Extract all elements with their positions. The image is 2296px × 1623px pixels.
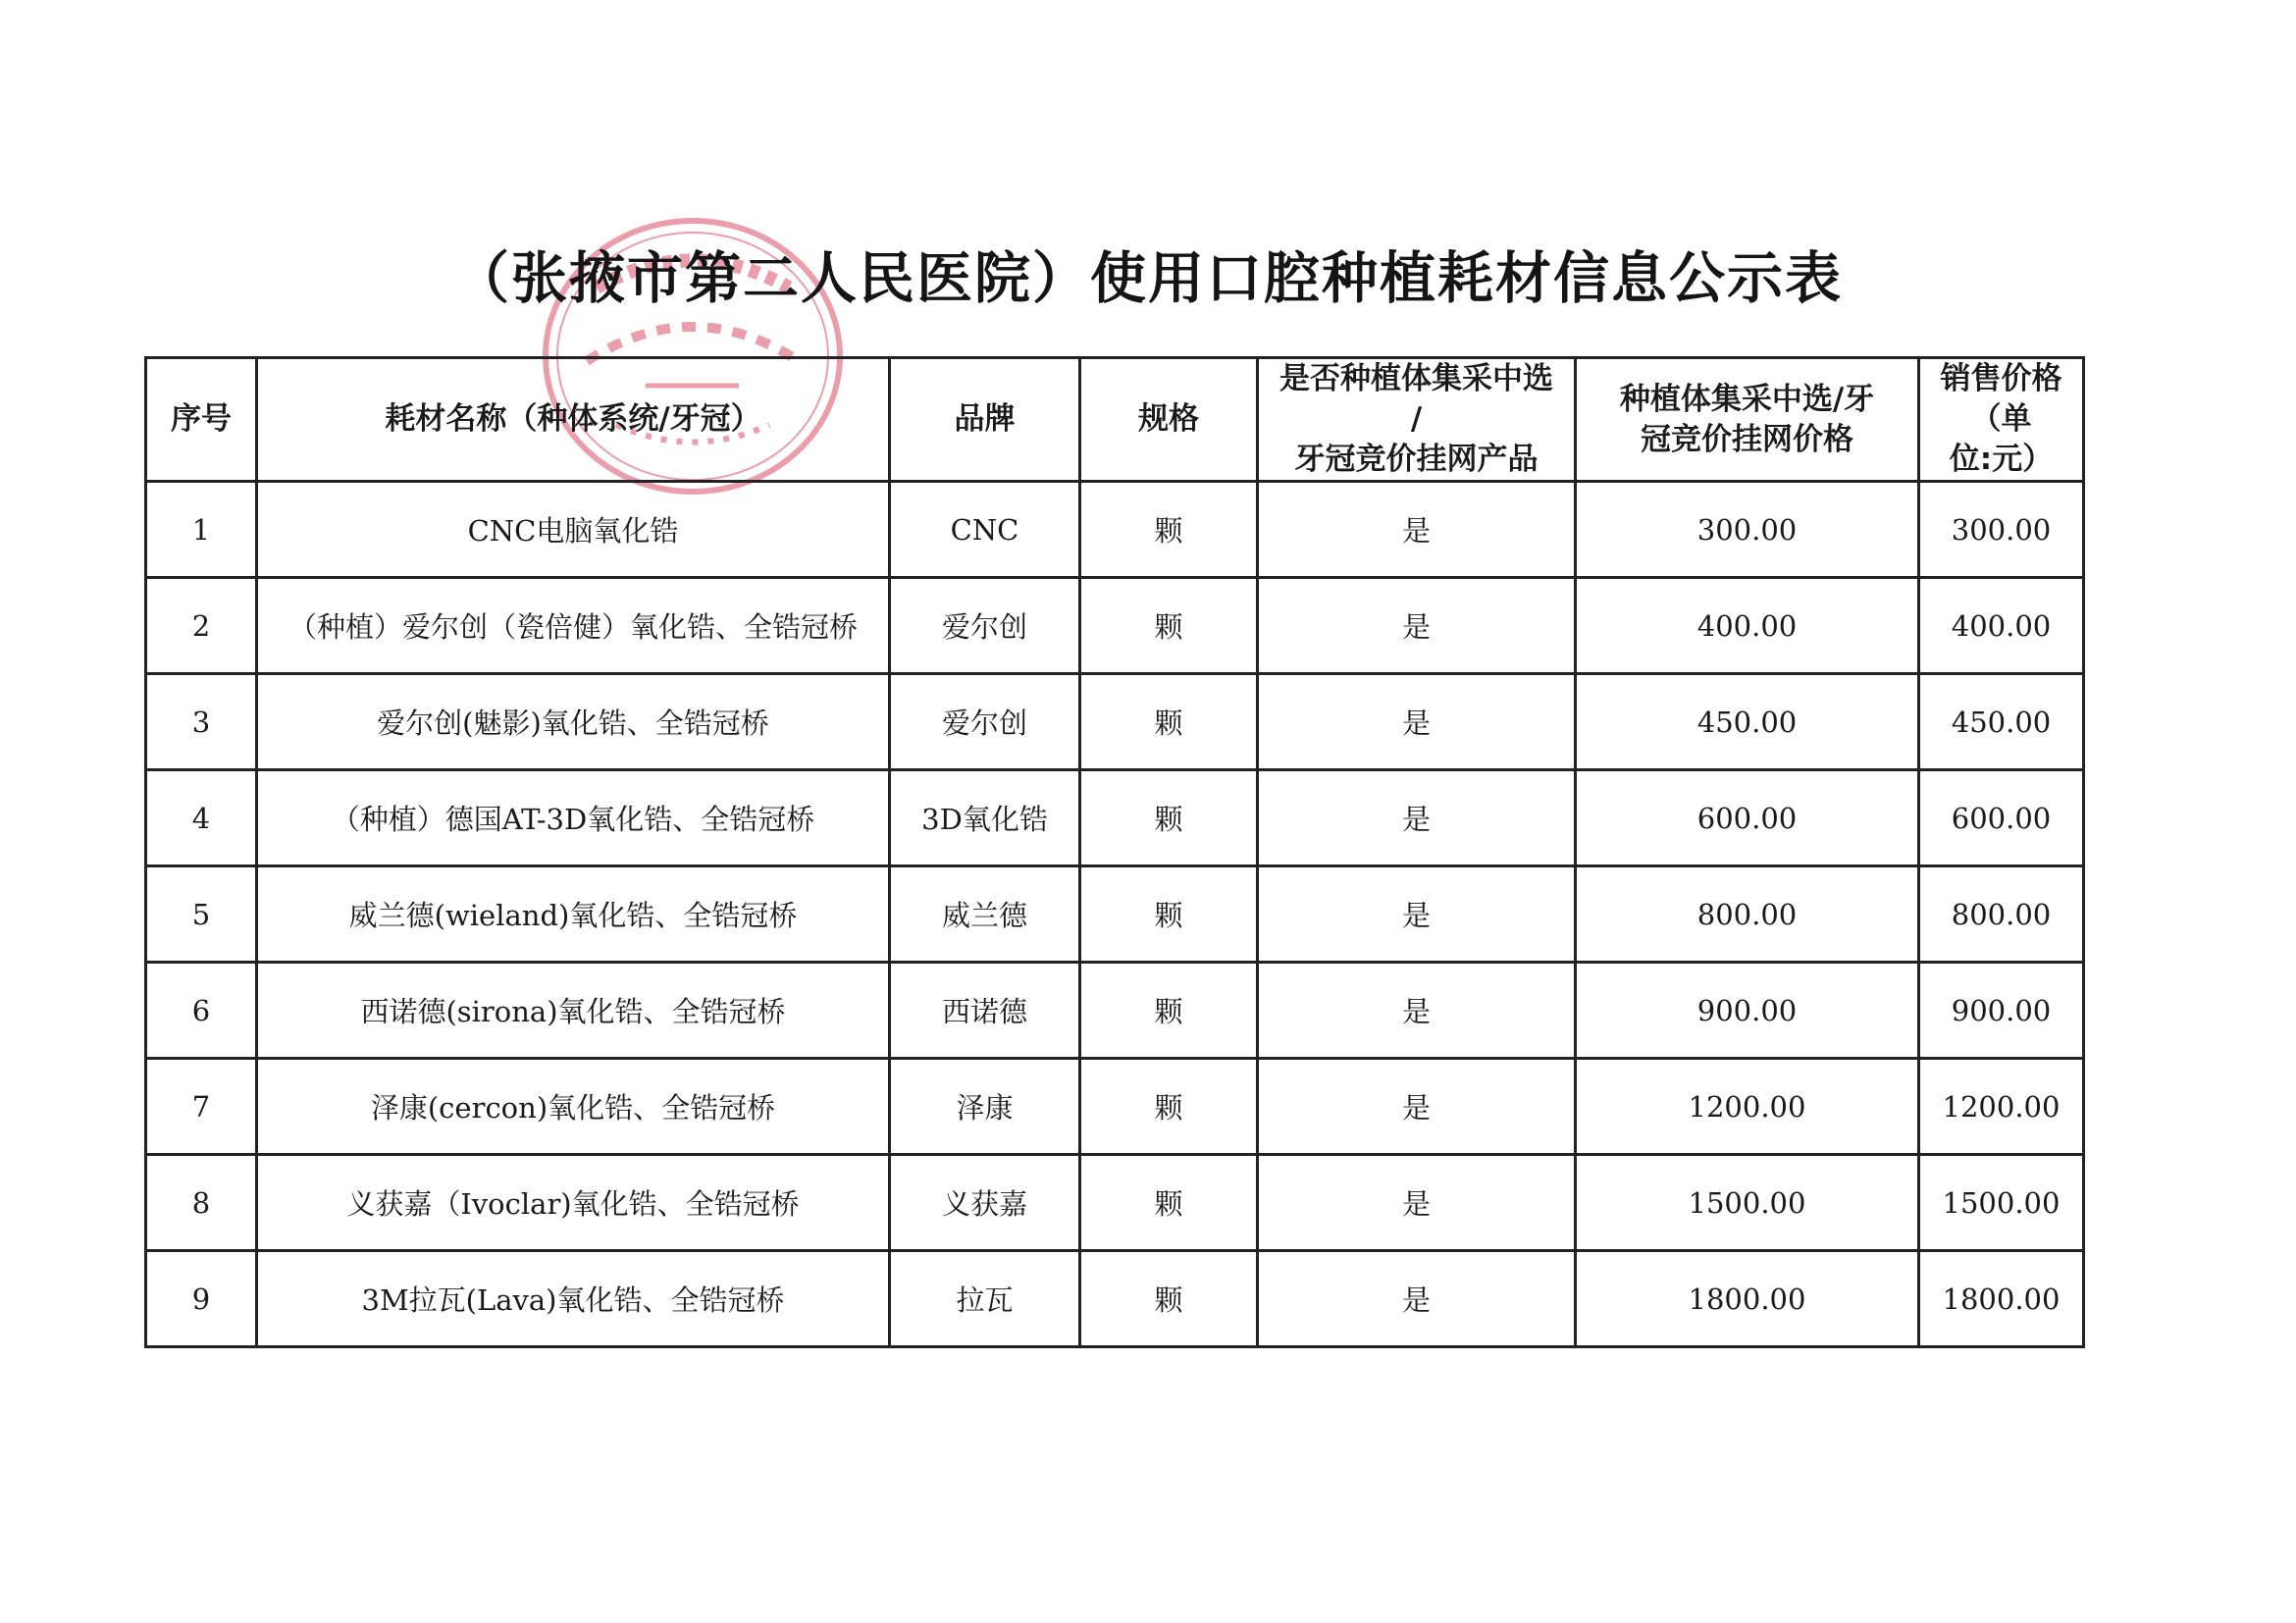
col-procurement-price-cell: 800.00	[1576, 866, 1919, 963]
col-material-name-cell: （种植）德国AT-3D氧化锆、全锆冠桥	[257, 770, 890, 866]
col-brand-cell: 西诺德	[890, 963, 1080, 1059]
col-sale-price-header: 销售价格 （单 位:元）	[1919, 358, 2084, 482]
col-procurement-flag-cell: 是	[1258, 770, 1576, 866]
col-brand-cell: 拉瓦	[890, 1251, 1080, 1347]
col-material-name-cell: CNC电脑氧化锆	[257, 482, 890, 578]
col-procurement-flag-cell: 是	[1258, 578, 1576, 674]
col-spec-cell: 颗	[1080, 770, 1258, 866]
col-index-cell: 6	[146, 963, 257, 1059]
col-material-name-cell: 爱尔创(魅影)氧化锆、全锆冠桥	[257, 674, 890, 770]
table-row	[146, 578, 2084, 674]
col-spec-cell: 颗	[1080, 1251, 1258, 1347]
col-procurement-flag-cell: 是	[1258, 1155, 1576, 1251]
col-procurement-price-cell: 600.00	[1576, 770, 1919, 866]
col-sale-price-cell: 300.00	[1919, 482, 2084, 578]
col-spec-cell: 颗	[1080, 578, 1258, 674]
col-material-name-cell: 泽康(cercon)氧化锆、全锆冠桥	[257, 1059, 890, 1155]
table-row	[146, 674, 2084, 770]
col-brand-cell: 3D氧化锆	[890, 770, 1080, 866]
col-brand-cell: 义获嘉	[890, 1155, 1080, 1251]
col-material-name-cell: 西诺德(sirona)氧化锆、全锆冠桥	[257, 963, 890, 1059]
table-row	[146, 1251, 2084, 1347]
col-index-cell: 8	[146, 1155, 257, 1251]
col-sale-price-cell: 1500.00	[1919, 1155, 2084, 1251]
col-spec-cell: 颗	[1080, 1155, 1258, 1251]
col-sale-price-cell: 800.00	[1919, 866, 2084, 963]
col-brand-cell: 爱尔创	[890, 578, 1080, 674]
col-procurement-flag-cell: 是	[1258, 674, 1576, 770]
col-procurement-price-header: 种植体集采中选/牙 冠竞价挂网价格	[1576, 358, 1919, 482]
col-index-cell: 5	[146, 866, 257, 963]
col-procurement-price-cell: 1500.00	[1576, 1155, 1919, 1251]
col-sale-price-cell: 400.00	[1919, 578, 2084, 674]
col-procurement-flag-cell: 是	[1258, 866, 1576, 963]
col-material-name-cell: 威兰德(wieland)氧化锆、全锆冠桥	[257, 866, 890, 963]
col-material-name-header: 耗材名称（种体系统/牙冠）	[257, 358, 890, 482]
col-sale-price-cell: 600.00	[1919, 770, 2084, 866]
col-index-cell: 9	[146, 1251, 257, 1347]
col-procurement-flag-cell: 是	[1258, 963, 1576, 1059]
col-material-name-cell: 义获嘉（Ivoclar)氧化锆、全锆冠桥	[257, 1155, 890, 1251]
col-index-header: 序号	[146, 358, 257, 482]
table-header-row	[146, 358, 2084, 482]
col-procurement-flag-cell: 是	[1258, 1059, 1576, 1155]
col-brand-cell: 爱尔创	[890, 674, 1080, 770]
col-spec-cell: 颗	[1080, 1059, 1258, 1155]
col-material-name-cell: （种植）爱尔创（瓷倍健）氧化锆、全锆冠桥	[257, 578, 890, 674]
table-row	[146, 866, 2084, 963]
col-procurement-price-cell: 1200.00	[1576, 1059, 1919, 1155]
table-row	[146, 770, 2084, 866]
col-sale-price-cell: 450.00	[1919, 674, 2084, 770]
col-index-cell: 2	[146, 578, 257, 674]
col-procurement-price-cell: 400.00	[1576, 578, 1919, 674]
col-procurement-price-cell: 300.00	[1576, 482, 1919, 578]
col-sale-price-cell: 1800.00	[1919, 1251, 2084, 1347]
table-row	[146, 963, 2084, 1059]
col-brand-header: 品牌	[890, 358, 1080, 482]
col-index-cell: 3	[146, 674, 257, 770]
col-spec-cell: 颗	[1080, 674, 1258, 770]
col-brand-cell: 威兰德	[890, 866, 1080, 963]
col-material-name-cell: 3M拉瓦(Lava)氧化锆、全锆冠桥	[257, 1251, 890, 1347]
col-spec-cell: 颗	[1080, 482, 1258, 578]
col-spec-cell: 颗	[1080, 866, 1258, 963]
col-procurement-price-cell: 1800.00	[1576, 1251, 1919, 1347]
col-procurement-price-cell: 900.00	[1576, 963, 1919, 1059]
col-procurement-flag-header: 是否种植体集采中选 / 牙冠竞价挂网产品	[1258, 358, 1576, 482]
table-row	[146, 1155, 2084, 1251]
col-index-cell: 7	[146, 1059, 257, 1155]
col-brand-cell: 泽康	[890, 1059, 1080, 1155]
col-procurement-flag-cell: 是	[1258, 1251, 1576, 1347]
page-title: （张掖市第二人民医院）使用口腔种植耗材信息公示表	[453, 246, 1843, 311]
col-index-cell: 1	[146, 482, 257, 578]
table-row	[146, 482, 2084, 578]
col-spec-cell: 颗	[1080, 963, 1258, 1059]
col-procurement-flag-cell: 是	[1258, 482, 1576, 578]
table-row	[146, 1059, 2084, 1155]
materials-table	[144, 356, 2085, 1348]
col-sale-price-cell: 1200.00	[1919, 1059, 2084, 1155]
col-procurement-price-cell: 450.00	[1576, 674, 1919, 770]
col-spec-header: 规格	[1080, 358, 1258, 482]
col-brand-cell: CNC	[890, 482, 1080, 578]
col-index-cell: 4	[146, 770, 257, 866]
col-sale-price-cell: 900.00	[1919, 963, 2084, 1059]
